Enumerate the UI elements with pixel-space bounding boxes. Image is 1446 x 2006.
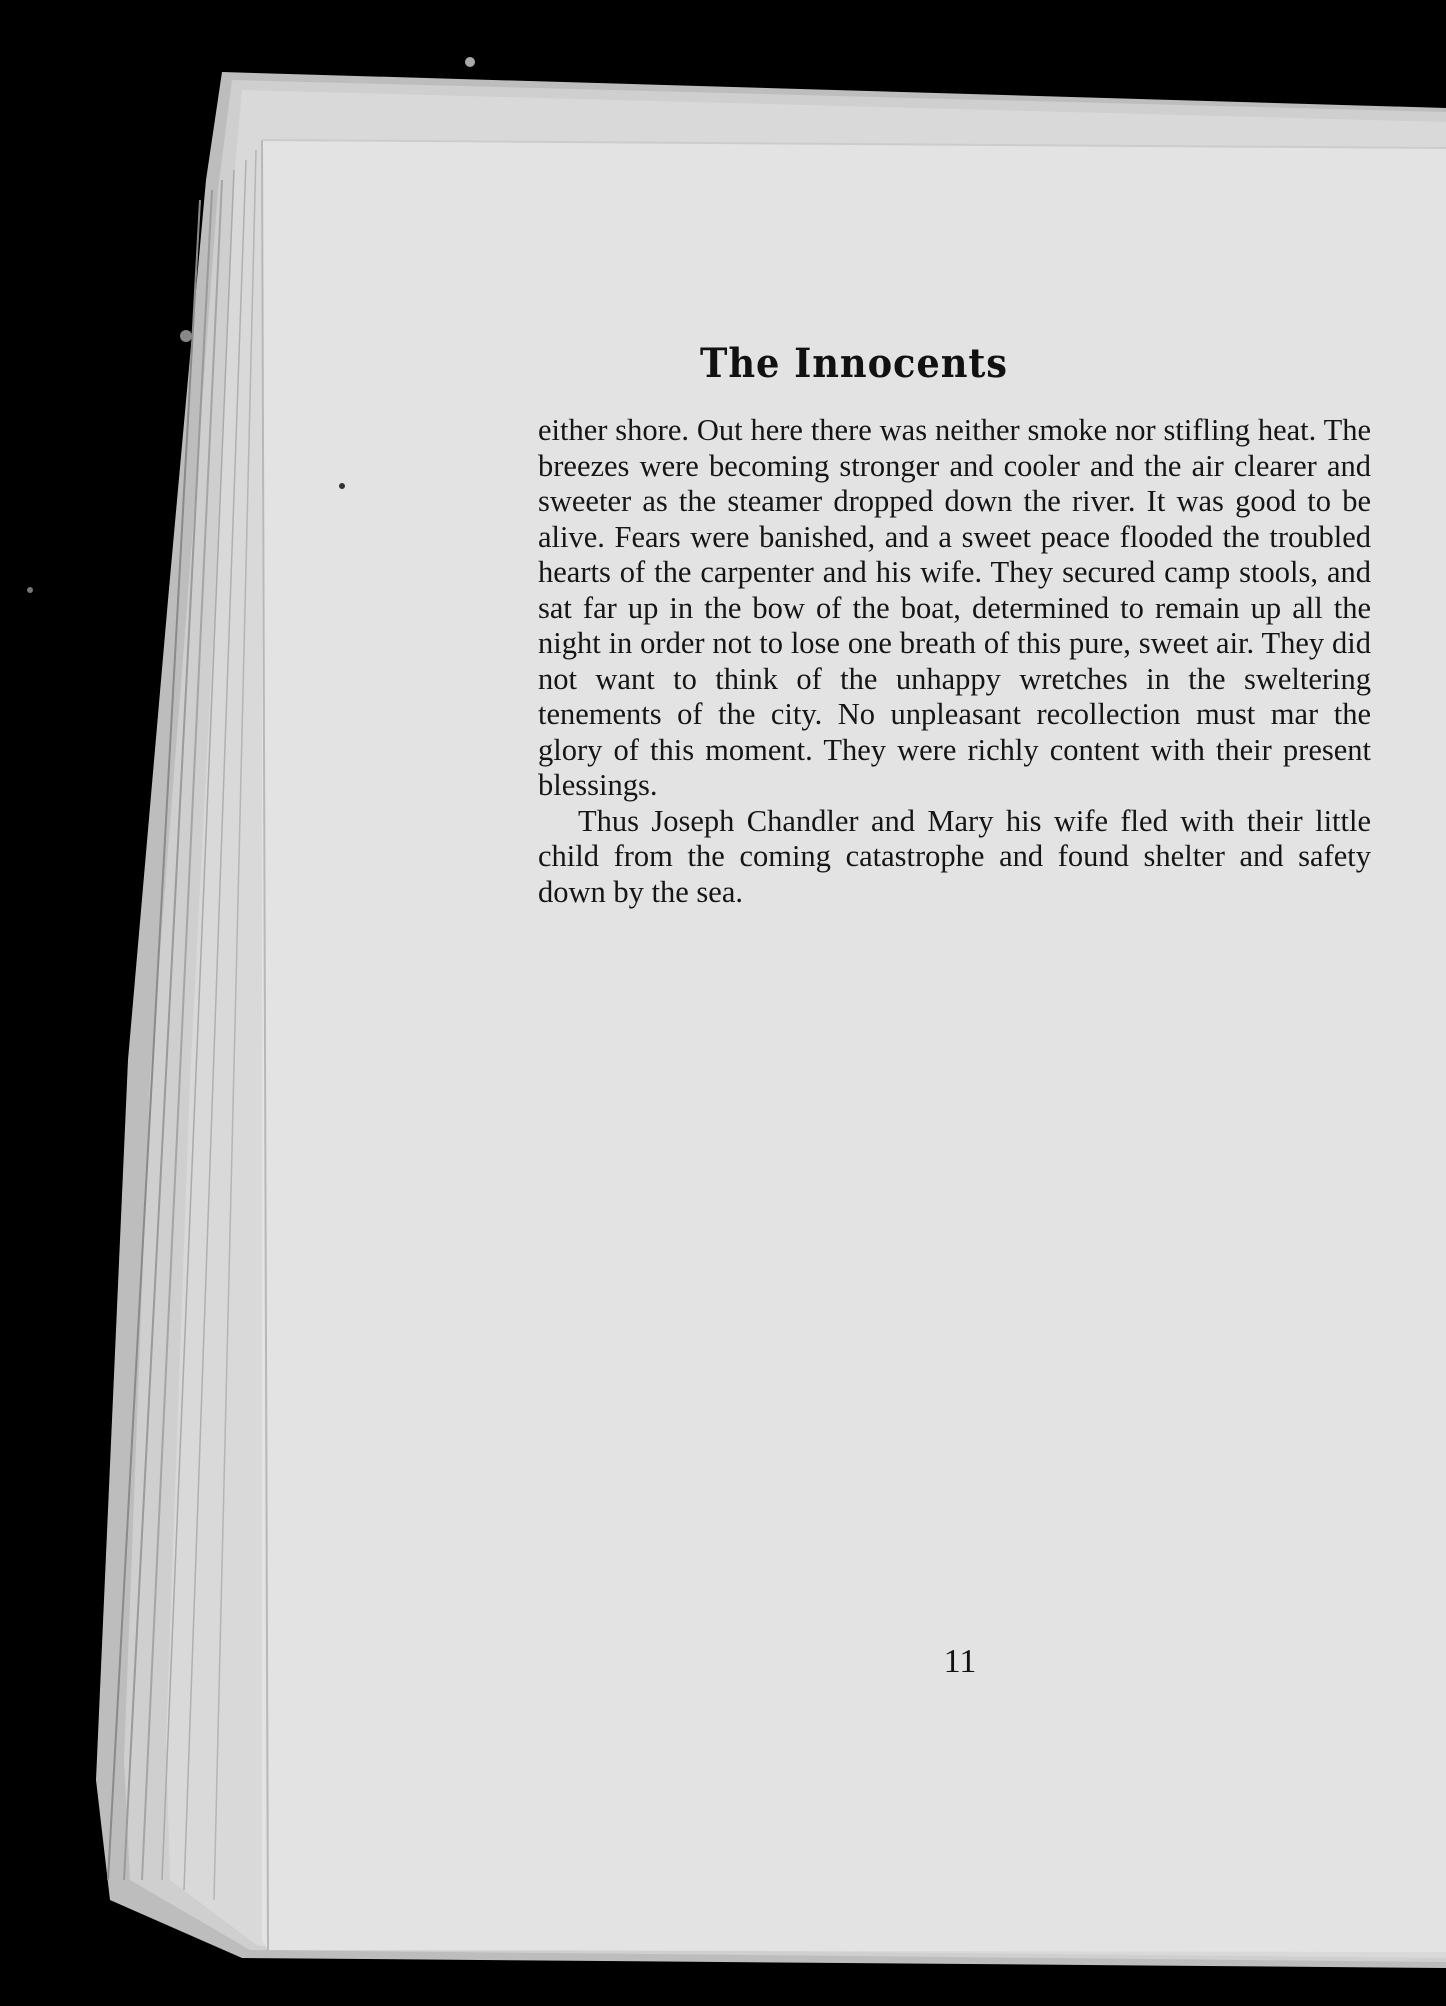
paragraph-1: either shore. Out here there was neither smoke nor stifling heat. The breezes were becoming stronger and cooler and the air clearer and sweeter as the steamer dropped down the river. It was good to be alive. Fears were banished, and a sweet peace flooded the troubled hearts of the carpenter and his wife. They secured camp stools, and sat far up in the bow of the boat, determined to remain up all the night in order not to lose one breath of this pure, sweet air. They did not want to think of the unhappy wretches in the sweltering tenements of the city. No unpleasant recollection must mar the glory of this moment. They were richly content with their present blessings. [538, 413, 1371, 802]
running-head: The Innocents [700, 340, 1008, 387]
page-number: 11 [943, 1643, 977, 1680]
page-face [262, 140, 1446, 1952]
body-text [538, 413, 1371, 910]
paragraph-2: Thus Joseph Chandler and Mary his wife fled with their little child from the coming catastrophe and found shelter and safety down by the sea. [538, 803, 1371, 909]
